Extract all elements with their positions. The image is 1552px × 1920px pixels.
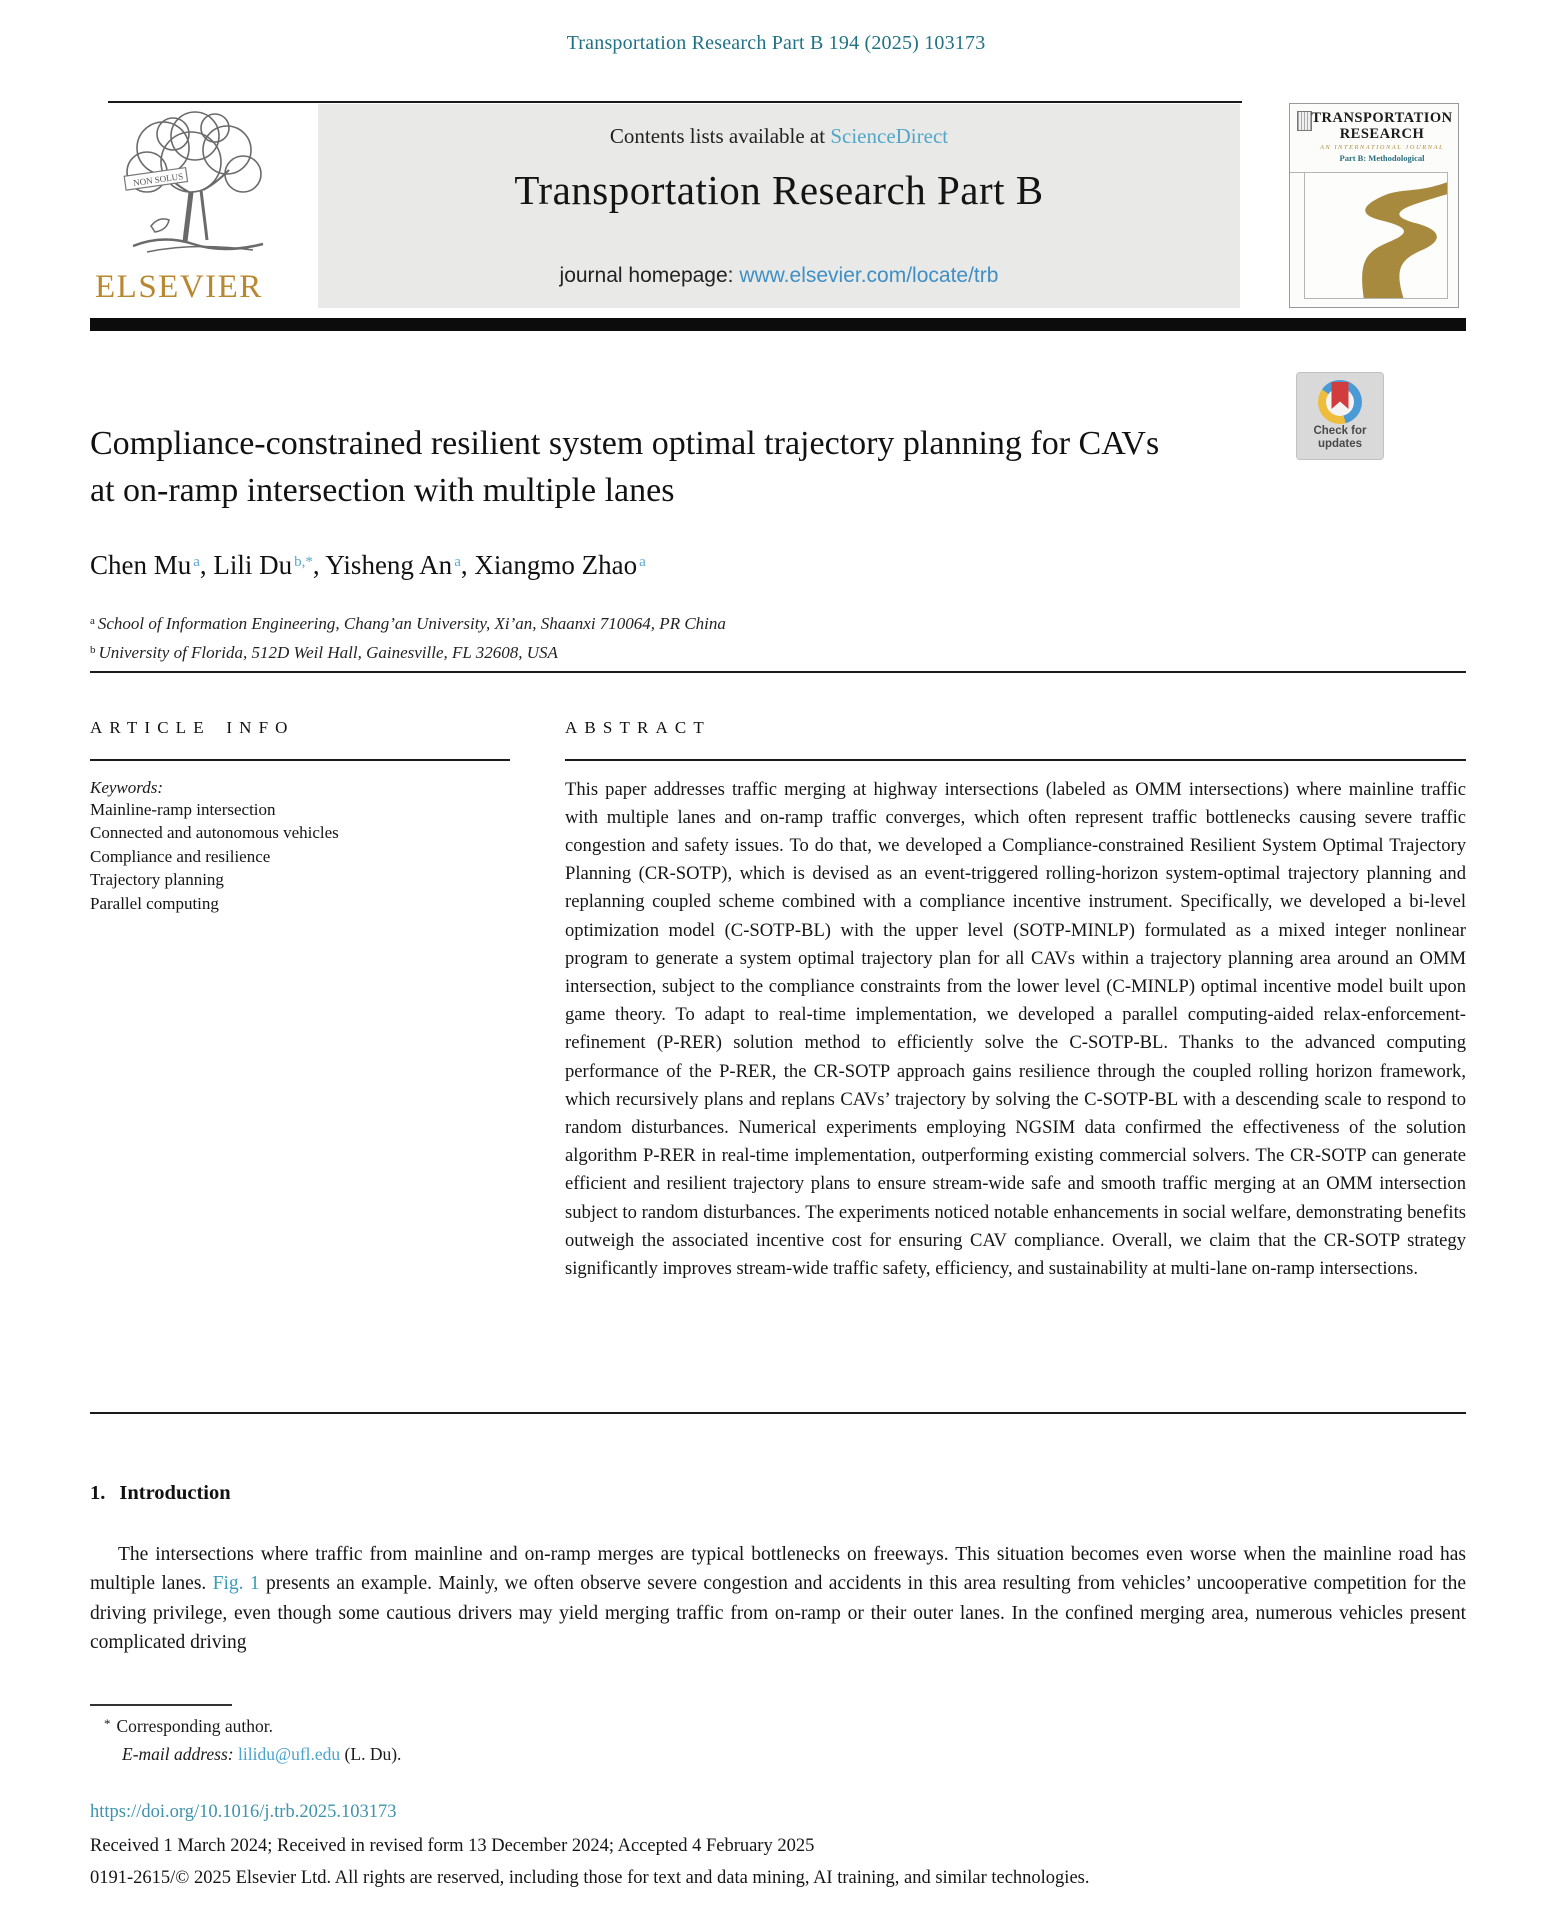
- contents-line: [318, 124, 1240, 149]
- check-updates-badge[interactable]: [1296, 372, 1384, 460]
- fig-1-link[interactable]: Fig. 1: [212, 1573, 260, 1595]
- cover-title: TRANSPORTATION RESEARCH: [1311, 110, 1453, 142]
- introduction-heading: 1. Introduction: [90, 1482, 231, 1504]
- cover-road-art: [1304, 172, 1448, 299]
- introduction-paragraph: The intersections where traffic from mainline and on-ramp merges are typical bottlenecks on freeways. This situation becomes even worse when the mainline road has multiple lanes. Fig. 1 presents an example. Mainly, we often observe severe congestion and accidents in this area resulting from vehicles’ uncooperative competition for the driving privilege, even though some cautious drivers may yield merging traffic from on-ramp or their outer lanes. In the confined merging area, numerous vehicles present complicated driving: [90, 1544, 1467, 1654]
- elsevier-tree-icon: [103, 106, 283, 268]
- doi-link[interactable]: https://doi.org/10.1016/j.trb.2025.103173: [90, 1802, 397, 1822]
- article-info-heading: ARTICLE INFO: [90, 718, 295, 737]
- sciencedirect-link[interactable]: ScienceDirect: [830, 124, 949, 148]
- journal-title: Transportation Research Part B: [514, 167, 1044, 213]
- author: Xiangmo Zhao $^a$: [474, 550, 646, 580]
- keyword-item: Mainline-ramp intersection: [90, 799, 276, 819]
- article-title: Compliance-constrained resilient system optimal trajectory planning for CAVs at on-ramp intersection with multiple lanes: [90, 425, 1160, 509]
- keyword-item: Parallel computing: [90, 893, 219, 913]
- homepage-line: [318, 264, 1240, 288]
- homepage-link[interactable]: www.elsevier.com/locate/trb: [739, 264, 999, 287]
- keyword-item: Connected and autonomous vehicles: [90, 823, 339, 842]
- received-dates: Received 1 March 2024; Received in revised form 13 December 2024; Accepted 4 February 2025: [90, 1836, 815, 1856]
- homepage-label: journal homepage:: [559, 264, 734, 287]
- cover-subtitle: AN INTERNATIONAL JOURNAL: [1319, 144, 1445, 151]
- journal-citation: Transportation Research Part B 194 (2025) 103173: [566, 32, 986, 54]
- author-list: Chen Mu $^a$, Lili Du $^{b,*}$, Yisheng An $^a$, Xiangmo Zhao $^a$: [90, 550, 646, 580]
- author: Yisheng An $^a$: [325, 550, 461, 580]
- corresponding-author-note: * Corresponding author.: [104, 1716, 274, 1736]
- author-affil-sup: b,*: [294, 554, 313, 570]
- cover-part-label: Part B: Methodological: [1339, 153, 1425, 163]
- keyword-item: Compliance and resilience: [90, 846, 271, 866]
- email-note: E-mail address: lilidu@ufl.edu (L. Du).: [122, 1744, 402, 1764]
- author-affil-sup: a: [454, 554, 461, 570]
- affiliation-a: $^a$ School of Information Engineering, Chang’an University, Xi’an, Shaanxi 710064, PR China: [90, 614, 726, 633]
- contents-prefix: Contents lists available at: [609, 124, 826, 148]
- elsevier-wordmark: ELSEVIER: [95, 269, 263, 305]
- header-rule: [108, 101, 1242, 103]
- keywords-label: Keywords:: [90, 777, 164, 797]
- email-link[interactable]: lilidu@ufl.edu: [238, 1744, 341, 1764]
- header-black-bar: [90, 318, 1466, 331]
- abstract-rule: [565, 759, 1466, 761]
- abstract-column: [565, 718, 1466, 1283]
- check-updates-label: Check for updates: [1313, 425, 1367, 450]
- copyright-line: 0191-2615/© 2025 Elsevier Ltd. All rights are reserved, including those for text and data mining, AI training, and similar technologies.: [90, 1868, 1090, 1888]
- journal-banner: [318, 104, 1240, 308]
- section-divider-rule: [90, 671, 1466, 673]
- author: Chen Mu $^a$: [90, 550, 200, 580]
- abstract-heading: ABSTRACT: [565, 718, 711, 737]
- author: Lili Du $^{b,*}$: [213, 550, 313, 580]
- footnote-rule: [90, 1704, 232, 1706]
- keyword-item: Trajectory planning: [90, 870, 224, 889]
- cover-panel-line: [1290, 172, 1304, 173]
- abstract-text: This paper addresses traffic merging at highway intersections (labeled as OMM intersections) where mainline traffic with multiple lanes and on-ramp traffic converges, which often represent traffic bottlenecks causing severe traffic congestion and safety issues. To do that, we developed a Compliance-constrained Resilient System Optimal Trajectory Planning (CR-SOTP), which is devised as an event-triggered rolling-horizon system-optimal trajectory planning and replanning coupled scheme combined with a compliance incentive instrument. Specifically, we developed a bi-level optimization model (C-SOTP-BL) with the upper level (SOTP-MINLP) formulated as a mixed integer nonlinear program to generate a system optimal trajectory plan for all CAVs within a trajectory planning area around an OMM intersection, subject to the compliance constraints from the lower level (C-MINLP) optimal incentive model built upon game theory. To adapt to real-time implementation, we developed a parallel computing-aided relax-enforcement-refinement (P-RER) solution method to efficiently solve the C-SOTP-BL. Thanks to the advanced computing performance of the P-RER, the CR-SOTP approach gains resilience through the coupled rolling horizon framework, which recursively plans and replans CAVs’ trajectory by solving the C-SOTP-BL with a descending scale to respond to random disturbances. Numerical experiments employing NGSIM data confirmed the effectiveness of the solution algorithm P-RER in real-time implementation, outperforming existing commercial solvers. The CR-SOTP can generate efficient and resilient trajectory plans to ensure stream-wide safe and smooth traffic merging at an OMM intersection subject to random disturbances. The experiments noticed notable enhancements in social welfare, demonstrating benefits outweigh the associated incentive cost for ensuring CAV compliance. Overall, we claim that the CR-SOTP strategy significantly improves stream-wide traffic safety, efficiency, and sustainability at multi-lane on-ramp intersections.: [565, 778, 1466, 1279]
- author-affil-sup: a: [193, 554, 200, 570]
- article-info-rule: [90, 759, 510, 761]
- author-affil-sup: a: [639, 554, 646, 570]
- abstract-bottom-rule: [90, 1412, 1466, 1414]
- journal-cover-thumbnail[interactable]: [1289, 103, 1459, 308]
- affiliations: [90, 608, 726, 666]
- elsevier-logo: [95, 106, 310, 308]
- affiliation-b: $^b$ University of Florida, 512D Weil Hall, Gainesville, FL 32608, USA: [90, 643, 558, 662]
- article-info-column: [90, 718, 510, 915]
- svg-text:NON SOLUS: NON SOLUS: [132, 171, 184, 189]
